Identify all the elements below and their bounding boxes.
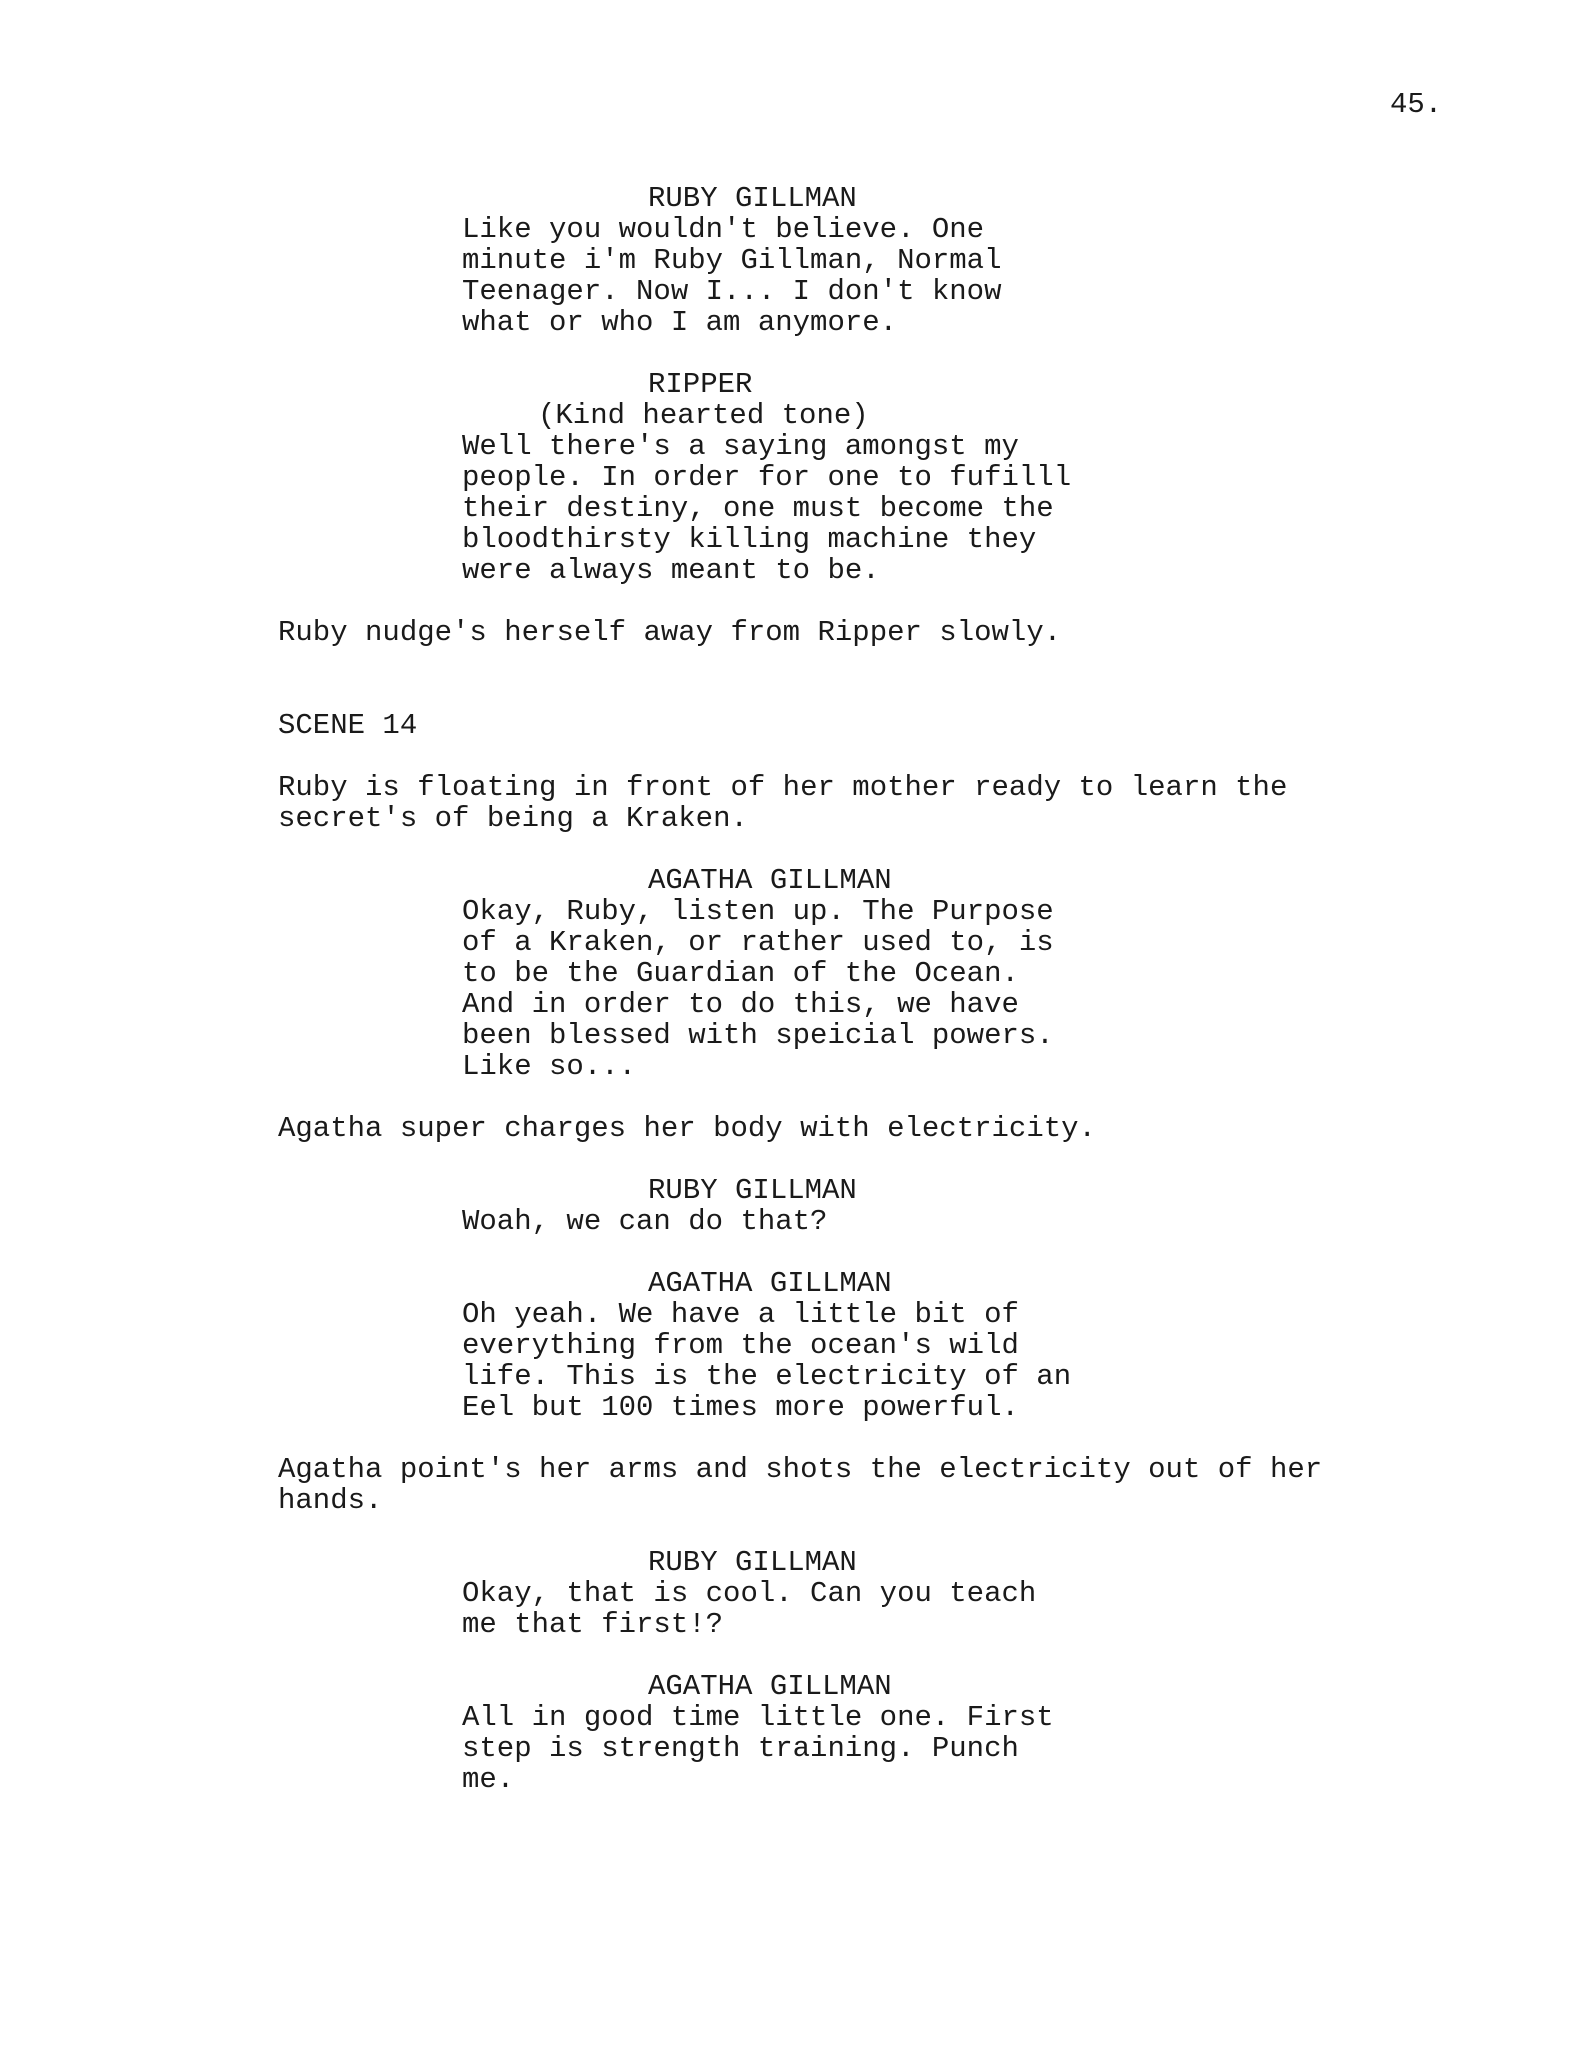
dialogue-block: Woah, we can do that? bbox=[462, 1205, 828, 1238]
dialogue-block: All in good time little one. First step is strength training. Punch me. bbox=[462, 1701, 1054, 1796]
character-name: AGATHA GILLMAN bbox=[648, 1267, 892, 1300]
dialogue-block: Okay, Ruby, listen up. The Purpose of a Kraken, or rather used to, is to be the Guardian of the Ocean. And in order to do this, we have been blessed with speicial powers. Like so... bbox=[462, 895, 1054, 1083]
dialogue-block: Well there's a saying amongst my people. In order for one to fufilll their destiny, one must become the bloodthirsty killing machine they were always meant to be. bbox=[462, 430, 1072, 587]
character-name: RUBY GILLMAN bbox=[648, 182, 857, 215]
action-line: Ruby nudge's herself away from Ripper slowly. bbox=[278, 616, 1062, 649]
action-line: Agatha super charges her body with electricity. bbox=[278, 1112, 1096, 1145]
character-name: RUBY GILLMAN bbox=[648, 1546, 857, 1579]
parenthetical: (Kind hearted tone) bbox=[538, 399, 869, 432]
action-line: Ruby is floating in front of her mother ready to learn the secret's of being a Kraken. bbox=[278, 771, 1288, 835]
character-name: AGATHA GILLMAN bbox=[648, 864, 892, 897]
character-name: AGATHA GILLMAN bbox=[648, 1670, 892, 1703]
action-line: Agatha point's her arms and shots the electricity out of her hands. bbox=[278, 1453, 1323, 1517]
dialogue-block: Like you wouldn't believe. One minute i'm Ruby Gillman, Normal Teenager. Now I... I don't know what or who I am anymore. bbox=[462, 213, 1002, 339]
dialogue-block: Okay, that is cool. Can you teach me that first!? bbox=[462, 1577, 1037, 1641]
character-name: RUBY GILLMAN bbox=[648, 1174, 857, 1207]
dialogue-block: Oh yeah. We have a little bit of everything from the ocean's wild life. This is the electricity of an Eel but 100 times more powerful. bbox=[462, 1298, 1072, 1424]
character-name: RIPPER bbox=[648, 368, 753, 401]
page-number: 45. bbox=[1390, 88, 1443, 121]
scene-heading: SCENE 14 bbox=[278, 709, 418, 742]
